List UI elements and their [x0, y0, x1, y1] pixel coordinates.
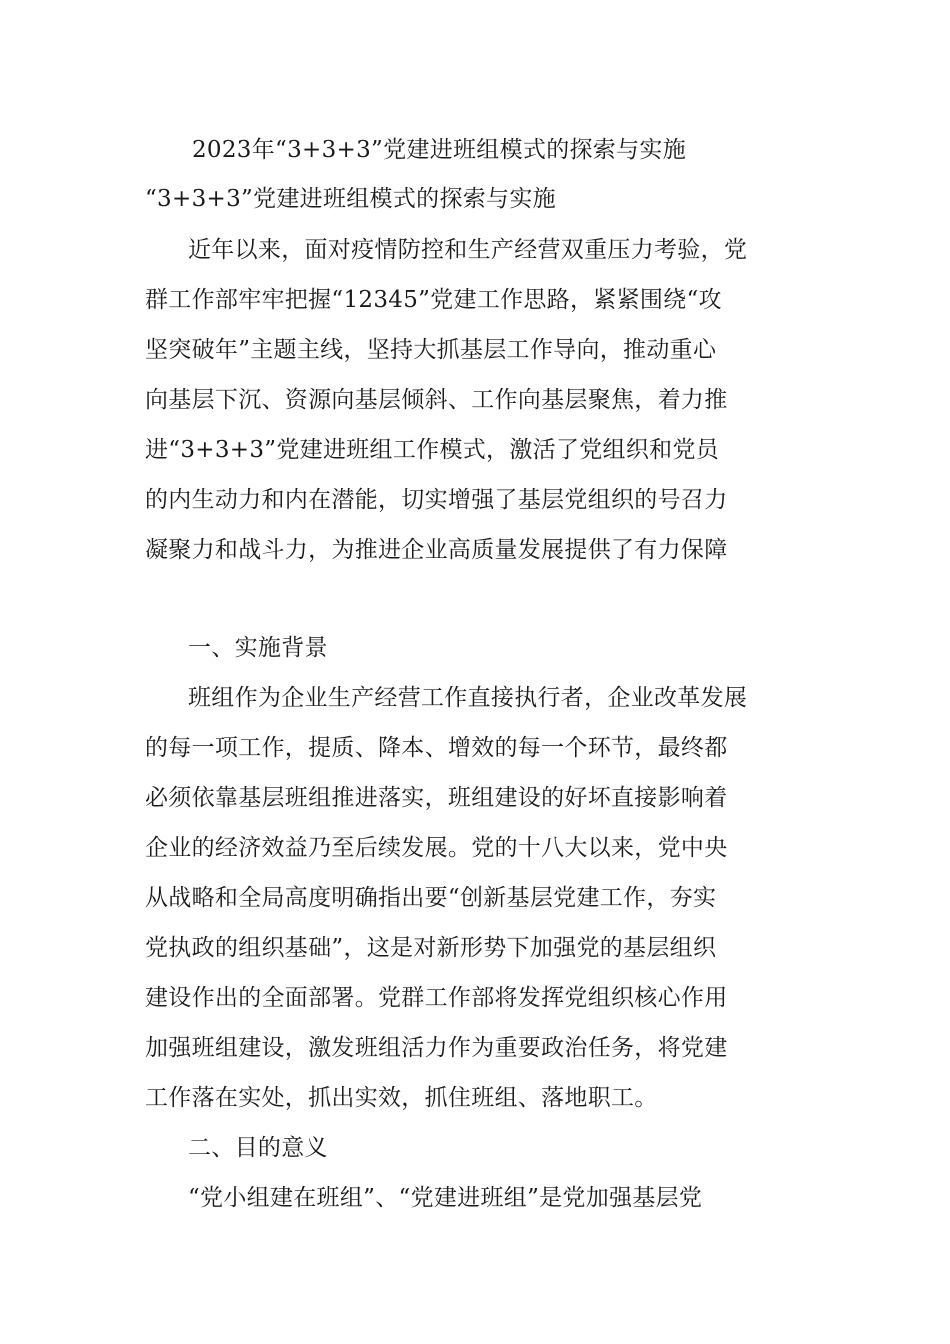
- section1-line-2: 的每一项工作，提质、降本、增效的每一个环节，最终都: [145, 735, 728, 761]
- intro-line-2: 群工作部牢牢把握“12345”党建工作思路，紧紧围绕“攻: [145, 287, 722, 313]
- intro-line-3: 坚突破年”主题主线，坚持大抓基层工作导向，推动重心: [145, 337, 717, 363]
- section1-line-4: 企业的经济效益乃至后续发展。党的十八大以来，党中央: [145, 835, 728, 861]
- intro-line-6: 的内生动力和内在潜能，切实增强了基层党组织的号召力: [145, 487, 728, 513]
- section1-line-6: 党执政的组织基础”，这是对新形势下加强党的基层组织: [145, 935, 717, 961]
- document-subtitle: “3+3+3”党建进班组模式的探索与实施: [145, 186, 556, 212]
- section2-heading: 二、目的意义: [188, 1135, 328, 1161]
- intro-line-7: 凝聚力和战斗力，为推进企业高质量发展提供了有力保障: [145, 537, 728, 563]
- section1-line-9: 工作落在实处，抓出实效，抓住班组、落地职工。: [145, 1085, 658, 1111]
- section2-line-1: “党小组建在班组”、“党建进班组”是党加强基层党: [188, 1185, 703, 1211]
- section1-line-3: 必须依靠基层班组推进落实，班组建设的好坏直接影响着: [145, 785, 728, 811]
- document-title: 2023年“3+3+3”党建进班组模式的探索与实施: [192, 137, 686, 163]
- intro-line-1: 近年以来，面对疫情防控和生产经营双重压力考验，党: [188, 237, 748, 263]
- section1-line-5: 从战略和全局高度明确指出要“创新基层党建工作，夯实: [145, 885, 717, 911]
- section1-heading: 一、实施背景: [188, 635, 328, 661]
- section1-line-7: 建设作出的全面部署。党群工作部将发挥党组织核心作用: [145, 985, 728, 1011]
- section1-line-1: 班组作为企业生产经营工作直接执行者，企业改革发展: [188, 685, 748, 711]
- intro-line-5: 进“3+3+3”党建进班组工作模式，激活了党组织和党员: [145, 437, 720, 463]
- section1-line-8: 加强班组建设，激发班组活力作为重要政治任务，将党建: [145, 1035, 728, 1061]
- intro-line-4: 向基层下沉、资源向基层倾斜、工作向基层聚焦，着力推: [145, 387, 728, 413]
